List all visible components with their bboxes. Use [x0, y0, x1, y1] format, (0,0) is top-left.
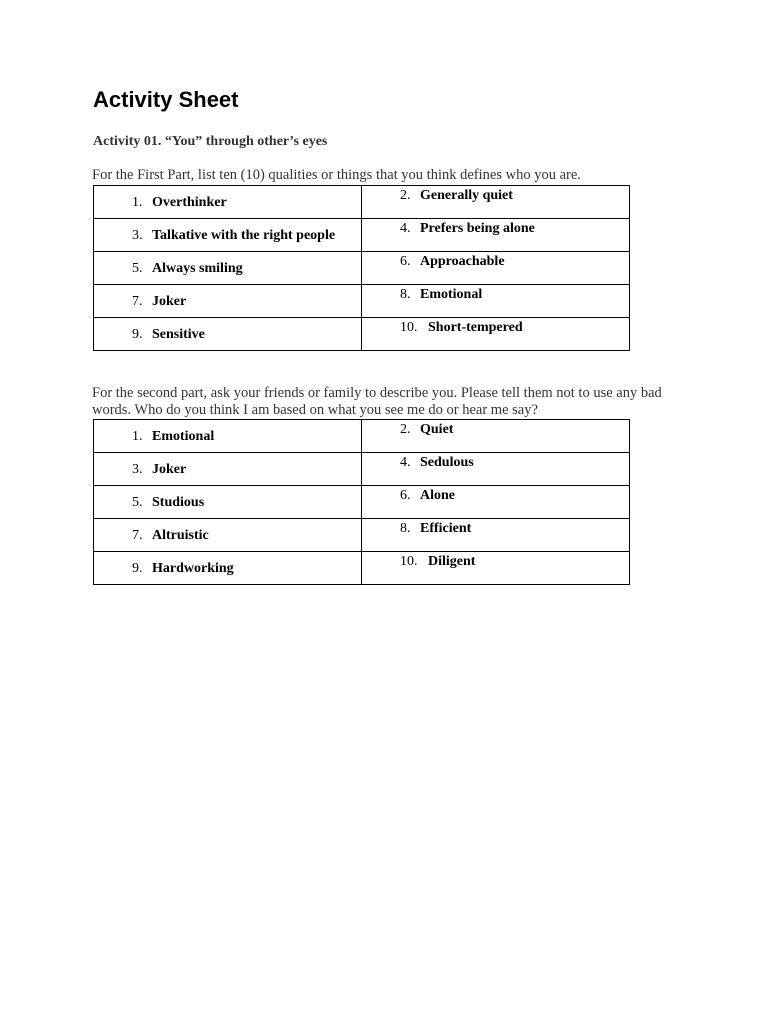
item-text: Always smiling	[152, 261, 243, 276]
page-title: Activity Sheet	[93, 87, 239, 112]
table-cell	[362, 252, 630, 285]
item-number: 3.	[132, 228, 143, 243]
table-cell	[362, 486, 630, 519]
table-cell	[94, 186, 362, 219]
item-text: Emotional	[420, 287, 483, 302]
table-cell	[94, 486, 362, 519]
item-text: Generally quiet	[420, 188, 513, 203]
table-cell	[362, 186, 630, 219]
table-cell	[362, 318, 630, 351]
part2-instruction: For the second part, ask your friends or family to describe you. Please tell them not to use any bad words. Who do you think I am based on what you see me do or hear me say?	[92, 385, 662, 418]
table-cell	[94, 285, 362, 318]
item-number: 4.	[400, 455, 411, 470]
table-row	[94, 420, 630, 453]
item-number: 9.	[132, 327, 143, 342]
table-cell	[94, 519, 362, 552]
item-text: Studious	[152, 495, 205, 510]
item-number: 1.	[132, 429, 143, 444]
item-number: 5.	[132, 261, 143, 276]
item-text: Overthinker	[152, 195, 227, 210]
item-number: 5.	[132, 495, 143, 510]
item-number: 7.	[132, 528, 143, 543]
table-cell	[362, 420, 630, 453]
item-number: 2.	[400, 422, 411, 437]
table-cell	[362, 519, 630, 552]
item-number: 2.	[400, 188, 411, 203]
item-text: Talkative with the right people	[152, 228, 336, 243]
table-cell	[362, 453, 630, 486]
part1-table	[93, 185, 630, 351]
table-cell	[94, 318, 362, 351]
part1-instruction: For the First Part, list ten (10) qualities or things that you think defines who you are.	[92, 167, 581, 183]
table-row	[94, 318, 630, 351]
item-text: Approachable	[420, 254, 505, 269]
table-cell	[94, 219, 362, 252]
item-number: 8.	[400, 521, 411, 536]
activity-title: Activity 01. “You” through other’s eyes	[93, 134, 328, 149]
table-row	[94, 486, 630, 519]
table-cell	[362, 552, 630, 585]
item-number: 10.	[400, 554, 418, 569]
table-cell	[362, 285, 630, 318]
item-number: 10.	[400, 320, 418, 335]
table-row	[94, 453, 630, 486]
item-text: Hardworking	[152, 561, 234, 576]
item-text: Sensitive	[152, 327, 205, 342]
item-text: Joker	[152, 462, 187, 477]
item-text: Alone	[420, 488, 455, 503]
item-text: Quiet	[420, 422, 454, 437]
part2-table	[93, 419, 630, 585]
item-number: 6.	[400, 254, 411, 269]
item-text: Efficient	[420, 521, 472, 536]
item-text: Emotional	[152, 429, 215, 444]
item-number: 3.	[132, 462, 143, 477]
item-number: 7.	[132, 294, 143, 309]
table-cell	[362, 219, 630, 252]
item-text: Prefers being alone	[420, 221, 535, 236]
item-number: 8.	[400, 287, 411, 302]
table-row	[94, 285, 630, 318]
table-row	[94, 552, 630, 585]
item-text: Diligent	[428, 554, 476, 569]
item-text: Short-tempered	[428, 320, 523, 335]
item-number: 4.	[400, 221, 411, 236]
table-row	[94, 219, 630, 252]
table-row	[94, 252, 630, 285]
table-cell	[94, 420, 362, 453]
table-cell	[94, 252, 362, 285]
table-cell	[94, 552, 362, 585]
table-row	[94, 519, 630, 552]
item-number: 9.	[132, 561, 143, 576]
item-text: Altruistic	[152, 528, 209, 543]
item-number: 6.	[400, 488, 411, 503]
item-text: Joker	[152, 294, 187, 309]
table-row	[94, 186, 630, 219]
item-text: Sedulous	[420, 455, 474, 470]
table-cell	[94, 453, 362, 486]
item-number: 1.	[132, 195, 143, 210]
